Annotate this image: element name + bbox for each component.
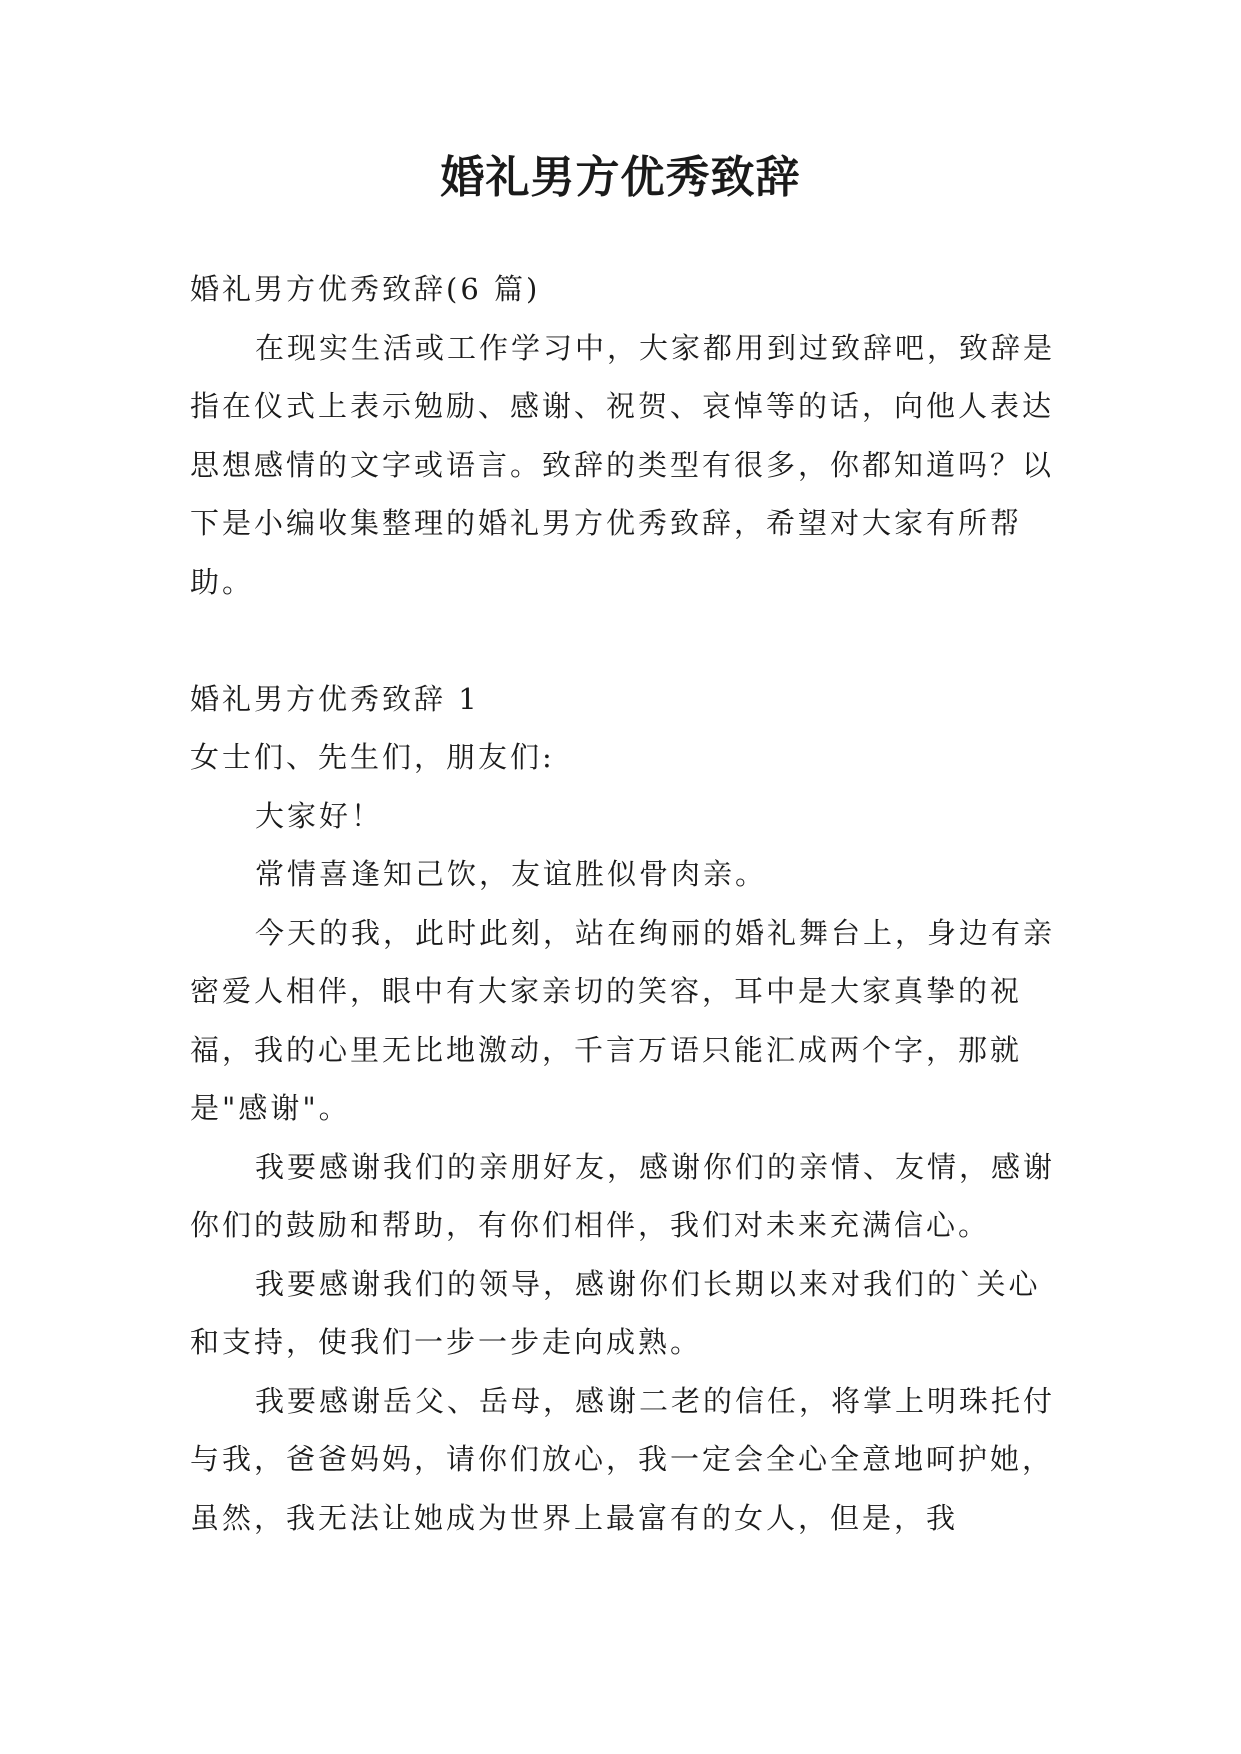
paragraph-couplet: 常情喜逢知己饮，友谊胜似骨肉亲。 [255, 857, 768, 891]
document-title: 婚礼男方优秀致辞 [440, 152, 801, 203]
paragraph-gratitude: 今天的我，此时此刻，站在绚丽的婚礼舞台上，身边有亲密爱人相伴，眼中有大家亲切的笑容，耳中是大家真挚的祝福，我的心里无比地激动，千言万语只能汇成两个字，那就是"感谢"。 [190, 915, 1056, 1125]
paragraph-thank-friends: 我要感谢我们的亲朋好友，感谢你们的亲情、友情，感谢你们的鼓励和帮助，有你们相伴，我们对未来充满信心。 [190, 1149, 1056, 1242]
salutation: 女士们、先生们，朋友们: [190, 740, 555, 774]
intro-paragraph: 在现实生活或工作学习中，大家都用到过致辞吧，致辞是指在仪式上表示勉励、感谢、祝贺、哀悼等的话，向他人表达思想感情的文字或语言。致辞的类型有很多，你都知道吗？以下是小编收集整理的婚礼男方优秀致辞，希望对大家有所帮助。 [190, 330, 1056, 599]
section-spacer [190, 611, 1058, 670]
document-subtitle: 婚礼男方优秀致辞(6 篇) [190, 272, 541, 306]
paragraph-thank-leaders: 我要感谢我们的领导，感谢你们长期以来对我们的`关心和支持，使我们一步一步走向成熟。 [190, 1266, 1041, 1359]
paragraph-thank-in-laws: 我要感谢岳父、岳母，感谢二老的信任，将掌上明珠托付与我，爸爸妈妈，请你们放心，我一定会全心全意地呵护她，虽然，我无法让她成为世界上最富有的女人，但是，我 [190, 1383, 1056, 1535]
section-heading: 婚礼男方优秀致辞 1 [190, 681, 480, 716]
document-body [190, 260, 1058, 1547]
paragraph-greeting: 大家好！ [255, 798, 384, 833]
